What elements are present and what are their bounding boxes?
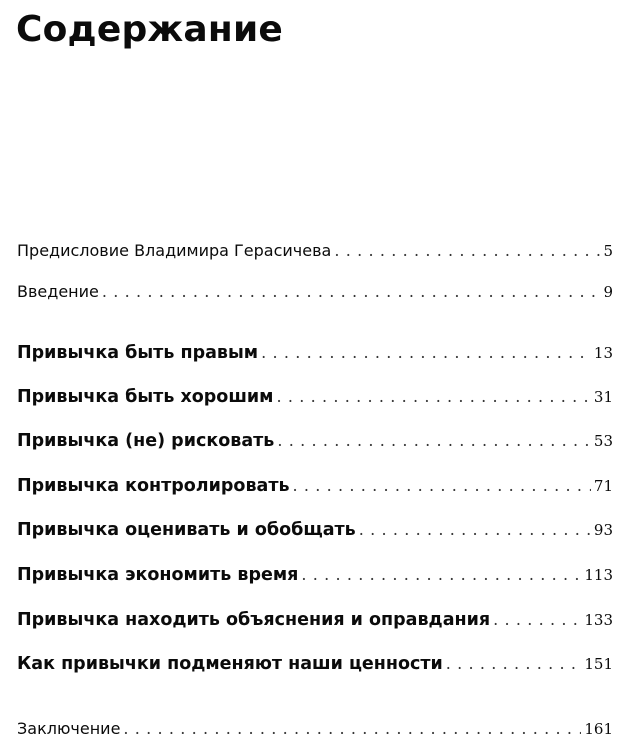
toc-entry-title: Предисловие Владимира Герасичева bbox=[17, 241, 332, 260]
toc-entry-page: 113 bbox=[584, 566, 613, 584]
toc-entry-page: 133 bbox=[584, 611, 613, 629]
dot-leader bbox=[123, 719, 581, 738]
toc-entry-page: 53 bbox=[593, 432, 613, 450]
toc-entry-title: Привычка контролировать bbox=[17, 476, 290, 496]
dot-leader bbox=[293, 476, 591, 495]
toc-entry-page: 13 bbox=[593, 344, 613, 362]
dot-leader bbox=[301, 565, 581, 584]
toc-entry-chapter-1[interactable] bbox=[17, 343, 613, 363]
toc-entry-title: Привычка (не) рисковать bbox=[17, 431, 275, 451]
toc-entry-preface[interactable] bbox=[17, 241, 613, 260]
toc-entry-chapter-5[interactable] bbox=[17, 520, 613, 540]
toc-entry-page: 93 bbox=[593, 521, 613, 539]
toc-entry-page: 161 bbox=[584, 720, 613, 738]
toc-entry-introduction[interactable] bbox=[17, 282, 613, 301]
toc-entry-title: Привычка быть хорошим bbox=[17, 387, 274, 407]
toc-entry-chapter-3[interactable] bbox=[17, 431, 613, 451]
toc-entry-title: Введение bbox=[17, 282, 99, 301]
toc-entry-page: 5 bbox=[603, 242, 613, 260]
dot-leader bbox=[276, 387, 590, 406]
toc-entry-title: Привычка находить объяснения и оправдания bbox=[17, 610, 491, 630]
toc-entry-title: Привычка экономить время bbox=[17, 565, 299, 585]
toc-entry-page: 71 bbox=[593, 477, 613, 495]
toc-entry-page: 31 bbox=[593, 388, 613, 406]
dot-leader bbox=[277, 431, 591, 450]
page-title: Содержание bbox=[16, 9, 284, 50]
dot-leader bbox=[261, 343, 591, 362]
toc-entry-chapter-4[interactable] bbox=[17, 476, 613, 496]
dot-leader bbox=[359, 520, 591, 539]
toc-entry-page: 151 bbox=[584, 655, 613, 673]
dot-leader bbox=[493, 610, 581, 629]
toc-entry-chapter-2[interactable] bbox=[17, 387, 613, 407]
toc-entry-chapter-6[interactable] bbox=[17, 565, 613, 585]
dot-leader bbox=[334, 241, 600, 260]
toc-entry-title: Привычка быть правым bbox=[17, 343, 259, 363]
toc-entry-page: 9 bbox=[603, 283, 613, 301]
toc-entry-title: Привычка оценивать и обобщать bbox=[17, 520, 356, 540]
dot-leader bbox=[102, 282, 601, 301]
dot-leader bbox=[446, 654, 582, 673]
toc-entry-title: Заключение bbox=[17, 719, 121, 738]
toc-entry-title: Как привычки подменяют наши ценности bbox=[17, 654, 443, 674]
toc-entry-chapter-7[interactable] bbox=[17, 610, 613, 630]
toc-entry-conclusion[interactable] bbox=[17, 719, 613, 738]
toc-entry-chapter-8[interactable] bbox=[17, 654, 613, 674]
